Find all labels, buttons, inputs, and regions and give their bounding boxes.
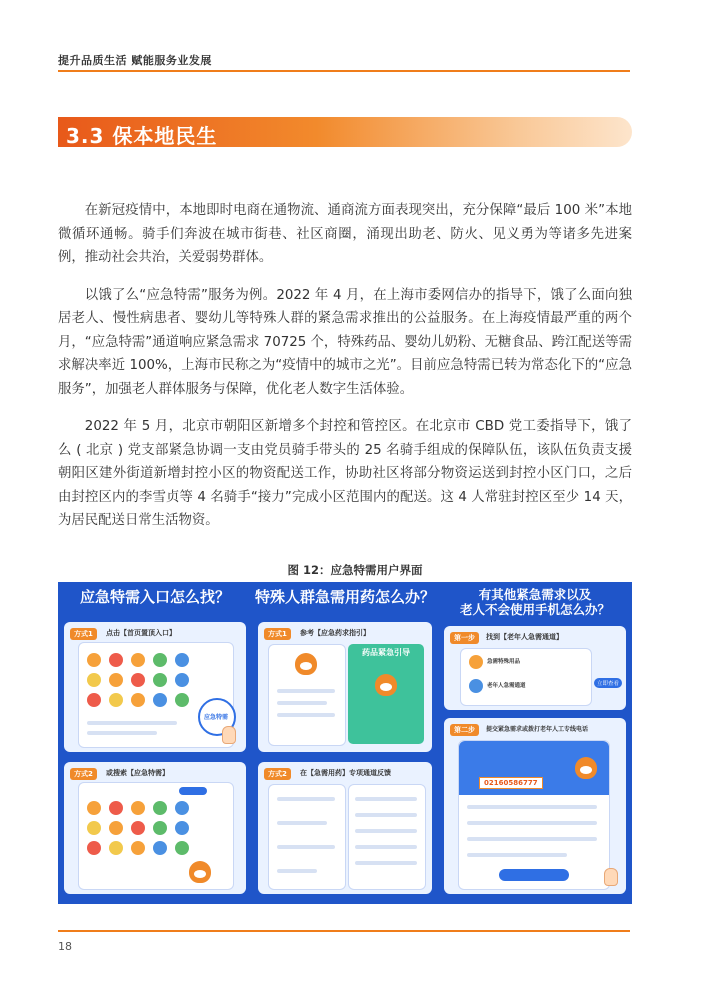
category-icon — [175, 673, 189, 687]
app-icon-grid — [87, 653, 189, 707]
text-line — [467, 821, 597, 825]
method1-tag: 方式1 — [70, 628, 97, 640]
paragraph-2: 以饿了么“应急特需”服务为例。2022 年 4 月，在上海市委网信办的指导下，饿了么面向独居老人、慢性病患者、婴幼儿等特殊人群的紧急需求推出的公益服务。在上海疫情最严重的两个月，“应急特需”通道响应紧急需求 70725 个，特殊药品、婴幼儿奶粉、无糖食品、跨江配送等需求解决率近 100%，上海市民称之为“疫情中的城市之光”。目前应急特需已转为常态化下的“应急服务”，加强老人群体服务与保障，优化老人数字生活体验。 — [58, 287, 632, 397]
mascot-icon — [375, 674, 397, 696]
phone-mockup — [268, 784, 346, 890]
panel3-title — [438, 587, 632, 617]
feedback-form-mockup — [348, 784, 426, 890]
item2-label: 老年人急需通道 — [487, 683, 526, 689]
method2-tag: 方式2 — [70, 768, 97, 780]
panel1-title: 应急特需入口怎么找？ — [79, 588, 230, 606]
phone-mockup — [268, 644, 346, 746]
mascot-icon — [295, 653, 317, 675]
text-line — [87, 721, 177, 725]
text-line — [277, 689, 335, 693]
view-now-button: 立即查看 — [594, 678, 622, 688]
item-icon — [469, 679, 483, 693]
category-icon — [87, 673, 101, 687]
category-icon — [131, 821, 145, 835]
panel3-card-step2 — [444, 718, 626, 894]
category-icon — [109, 821, 123, 835]
category-icon — [153, 841, 167, 855]
text-line — [277, 713, 335, 717]
section-title: 3.3 保本地民生 — [66, 124, 218, 148]
text-line — [277, 797, 335, 801]
category-icon — [131, 653, 145, 667]
method2-text: 或搜索【应急特需】 — [106, 769, 169, 777]
category-icon — [87, 693, 101, 707]
category-icon — [175, 693, 189, 707]
figure-caption: 图 12：应急特需用户界面 — [287, 563, 423, 577]
text-line — [355, 845, 417, 849]
text-line — [277, 869, 317, 873]
phone-mockup — [460, 648, 592, 706]
text-line — [277, 701, 327, 705]
panel1-card-method2 — [64, 762, 246, 894]
category-icon — [175, 841, 189, 855]
paragraph-1: 在新冠疫情中，本地即时电商在通物流、通商流方面表现突出，充分保障“最后 100 米”本地微循环通畅。骑手们奔波在城市街巷、社区商圈，涌现出助老、防火、见义勇为等诸多先进案例，推动社会共治，关爱弱势群体。 — [58, 203, 632, 265]
text-line — [355, 861, 417, 865]
category-icon — [175, 653, 189, 667]
method2-text: 在【急需用药】专项通道反馈 — [300, 769, 391, 777]
category-icon — [131, 841, 145, 855]
footer-divider — [58, 930, 630, 932]
header-title: 提升品质生活 赋能服务业发展 — [58, 54, 212, 67]
panel-medicine-guide — [252, 582, 438, 904]
panel3-title-line1: 有其他紧急需求以及 — [478, 587, 592, 602]
medicine-guide-label: 药品紧急引导 — [362, 648, 410, 657]
panel-entry-guide — [58, 582, 252, 904]
panel1-card-method1 — [64, 622, 246, 752]
panel2-card-method2 — [258, 762, 432, 894]
panel2-title: 特殊人群急需用药怎么办？ — [254, 588, 435, 606]
text-line — [277, 821, 327, 825]
panel3-card-step1 — [444, 626, 626, 710]
medicine-guide-card — [348, 644, 424, 744]
figure-image — [58, 582, 632, 904]
category-icon — [87, 841, 101, 855]
text-line — [355, 829, 417, 833]
text-line — [467, 805, 597, 809]
text-line — [355, 797, 417, 801]
category-icon — [153, 693, 167, 707]
category-icon — [87, 653, 101, 667]
category-icon — [131, 693, 145, 707]
search-button-icon — [179, 787, 207, 795]
panel-elderly-guide — [438, 582, 632, 904]
category-icon — [153, 673, 167, 687]
method2-tag: 方式2 — [264, 768, 291, 780]
phone-mockup — [458, 740, 610, 890]
section-banner — [58, 117, 632, 147]
step1-text: 找到【老年人急需通道】 — [486, 633, 563, 641]
body-text — [58, 199, 632, 547]
category-icon — [109, 693, 123, 707]
category-icon — [153, 653, 167, 667]
pointer-hand-icon — [222, 726, 236, 744]
mascot-icon — [575, 757, 597, 779]
text-line — [467, 853, 567, 857]
panel2-card-method1 — [258, 622, 432, 752]
page-number: 18 — [58, 940, 72, 953]
text-line — [355, 813, 417, 817]
pointer-hand-icon — [604, 868, 618, 886]
category-icon — [131, 673, 145, 687]
category-icon — [109, 653, 123, 667]
category-icon — [153, 801, 167, 815]
hotline-number: 02160586777 — [479, 777, 543, 789]
item-icon — [469, 655, 483, 669]
method1-text: 参考【应急药求指引】 — [300, 629, 370, 637]
text-line — [277, 845, 335, 849]
text-line — [467, 837, 597, 841]
category-icon — [175, 801, 189, 815]
category-icon — [109, 841, 123, 855]
category-icon — [175, 821, 189, 835]
panel3-title-line2: 老人不会使用手机怎么办？ — [459, 602, 610, 617]
category-icon — [109, 801, 123, 815]
mascot-icon — [189, 861, 211, 883]
submit-button-icon — [499, 869, 569, 881]
item1-label: 急需特殊用品 — [487, 659, 521, 665]
category-icon — [153, 821, 167, 835]
phone-mockup — [78, 782, 234, 890]
category-icon — [131, 801, 145, 815]
header-divider — [58, 70, 630, 72]
category-icon — [87, 801, 101, 815]
method1-tag: 方式1 — [264, 628, 291, 640]
paragraph-3: 2022 年 5 月，北京市朝阳区新增多个封控和管控区。在北京市 CBD 党工委指导下，饿了么 ( 北京 ) 党支部紧急协调一支由党员骑手带头的 25 名骑手组成的保障队伍，该队伍负责支援朝阳区建外街道新增封控小区的物资配送工作，协助社区将部分物资运送到封控小区门口，之后由封控区内的李雪贞等 4 名骑手“接力”完成小区范围内的配送。这 4 人常驻封控区至少 14 天，为居民配送日常生活物资。 — [58, 419, 632, 528]
step2-tag: 第二步 — [450, 724, 479, 736]
step2-text: 提交紧急需求或拨打老年人工专线电话 — [486, 726, 589, 733]
text-line — [87, 731, 157, 735]
category-icon — [87, 821, 101, 835]
app-icon-grid — [87, 801, 189, 855]
method1-text: 点击【首页置顶入口】 — [106, 629, 176, 637]
category-icon — [109, 673, 123, 687]
zoom-label: 应急特需 — [204, 714, 229, 721]
step1-tag: 第一步 — [450, 632, 479, 644]
